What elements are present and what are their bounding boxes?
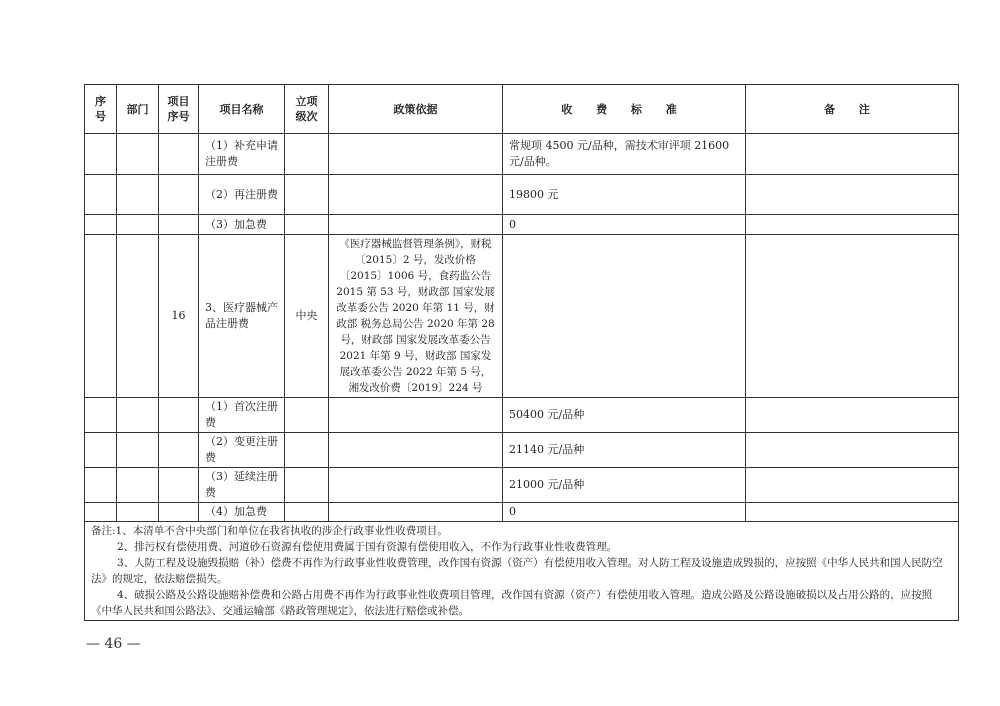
standard-cell: 19800 元 xyxy=(503,175,746,215)
notes-cell xyxy=(85,522,959,621)
level-cell: 中央 xyxy=(285,235,329,398)
notes-row xyxy=(85,522,959,621)
item-name-cell: （4）加急费 xyxy=(199,503,285,522)
standard-cell: 常规项 4500 元/品种，需技术审评项 21600 元/品种。 xyxy=(503,134,746,175)
table-row xyxy=(85,503,959,522)
item-name-cell: （1）首次注册费 xyxy=(199,398,285,433)
item-name-cell: （2）再注册费 xyxy=(199,175,285,215)
item-name-cell: （3）延续注册费 xyxy=(199,468,285,503)
page-number: — 46 — xyxy=(86,636,141,652)
standard-cell: 0 xyxy=(503,503,746,522)
header-item-name: 项目名称 xyxy=(199,85,285,134)
table-row xyxy=(85,235,959,398)
standard-cell: 21000 元/品种 xyxy=(503,468,746,503)
table-row xyxy=(85,215,959,235)
header-basis: 政策依据 xyxy=(329,85,503,134)
item-name-cell: （3）加急费 xyxy=(199,215,285,235)
standard-cell: 0 xyxy=(503,215,746,235)
item-seq-cell: 16 xyxy=(159,235,199,398)
policy-basis-cell: 《医疗器械监督管理条例》，财税〔2015〕2 号，发改价格〔2015〕1006 号，食药监公告 2015 第 53 号，财政部 国家发展改革委公告 2020 年第 11 号，财政部 税务总局公告 2020 年第 28 号，财政部 国家发展改革委公告 2021 年第 9 号，财政部 国家发展改革委公告 2022 年第 5 号，湘发改价费〔2019〕224 号 xyxy=(329,235,503,398)
table-row xyxy=(85,398,959,433)
header-standard: 收 费 标 准 xyxy=(503,85,746,134)
header-remark: 备 注 xyxy=(746,85,959,134)
item-name-cell: （1）补充申请注册费 xyxy=(199,134,285,175)
item-name-cell: （2）变更注册费 xyxy=(199,433,285,468)
table-row xyxy=(85,134,959,175)
note-line: 2、排污权有偿使用费、河道砂石资源有偿使用费属于国有资源有偿使用收入，不作为行政事业性收费管理。 xyxy=(117,541,618,553)
header-row xyxy=(85,85,959,134)
fee-table xyxy=(84,84,959,621)
header-dept: 部门 xyxy=(117,85,159,134)
note-line: 3、人防工程及设施毁损赔（补）偿费不再作为行政事业性收费管理，改作国有资源（资产）有偿使用收入管理。对人防工程及设施造成毁损的，应按照《中华人民共和国人民防空法》的规定，依法赔偿损失。 xyxy=(91,557,943,585)
standard-cell: 50400 元/品种 xyxy=(503,398,746,433)
note-line: 备注:1、本清单不含中央部门和单位在我省执收的涉企行政事业性收费项目。 xyxy=(91,525,448,537)
header-level: 立项级次 xyxy=(285,85,329,134)
note-line: 4、破损公路及公路设施赔补偿费和公路占用费不再作为行政事业性收费项目管理，改作国有资源（资产）有偿使用收入管理。造成公路及公路设施破损以及占用公路的，应按照《中华人民共和国公路法》、交通运输部《路政管理规定》，依法进行赔偿或补偿。 xyxy=(91,589,933,617)
standard-cell: 21140 元/品种 xyxy=(503,433,746,468)
header-seq: 序号 xyxy=(85,85,117,134)
table-row xyxy=(85,468,959,503)
table-row xyxy=(85,433,959,468)
table-row xyxy=(85,175,959,215)
header-item-seq: 项目序号 xyxy=(159,85,199,134)
item-name-cell: 3、医疗器械产品注册费 xyxy=(199,235,285,398)
